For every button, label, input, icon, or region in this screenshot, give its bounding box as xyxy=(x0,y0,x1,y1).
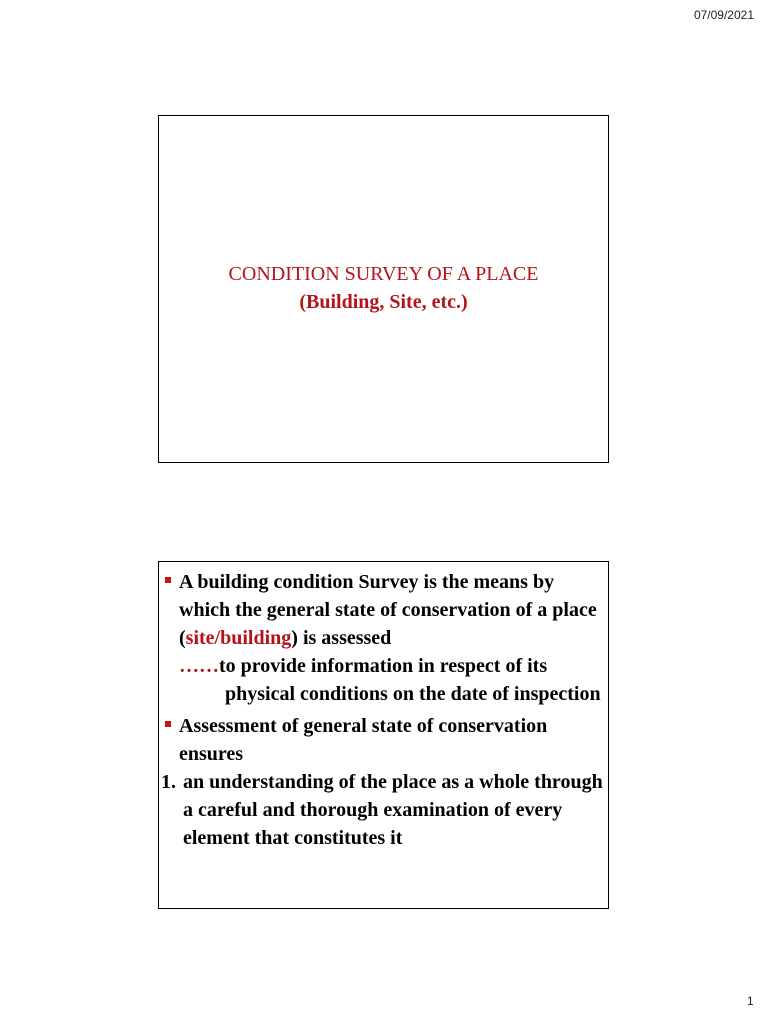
numbered-item-1 xyxy=(159,768,608,852)
bullet2-text: Assessment of general state of conservation ensures xyxy=(179,715,548,765)
slide-body xyxy=(159,568,608,852)
page-number: 1 xyxy=(747,994,754,1008)
slide-title-line1: CONDITION SURVEY OF A PLACE xyxy=(228,263,539,285)
square-bullet-icon xyxy=(165,721,171,727)
slide-title-line2: (Building, Site, etc.) xyxy=(299,291,468,313)
bullet-item-1 xyxy=(159,568,608,652)
slide-content xyxy=(158,561,609,909)
continuation-rest: physical conditions on the date of inspection xyxy=(225,683,601,705)
numbered-item-text: an understanding of the place as a whole through a careful and thorough examination of every element that constitutes it xyxy=(183,771,603,849)
square-bullet-icon xyxy=(165,577,171,583)
bullet1-text-after: ) is assessed xyxy=(291,627,392,649)
slide-title xyxy=(158,115,609,463)
page-date: 07/09/2021 xyxy=(693,8,754,22)
bullet-item-2 xyxy=(159,712,608,768)
continuation-first: to provide information in respect of its xyxy=(219,655,548,677)
continuation-text xyxy=(159,652,608,708)
numbered-item-number: 1. xyxy=(161,771,176,793)
slide-title-block xyxy=(159,260,608,316)
bullet1-highlight: site/building xyxy=(185,627,292,649)
continuation-ellipsis: …… xyxy=(179,655,219,677)
bullet1-text-before: A building condition Survey is the means by which the general state of conservation of a place ( xyxy=(179,571,597,649)
